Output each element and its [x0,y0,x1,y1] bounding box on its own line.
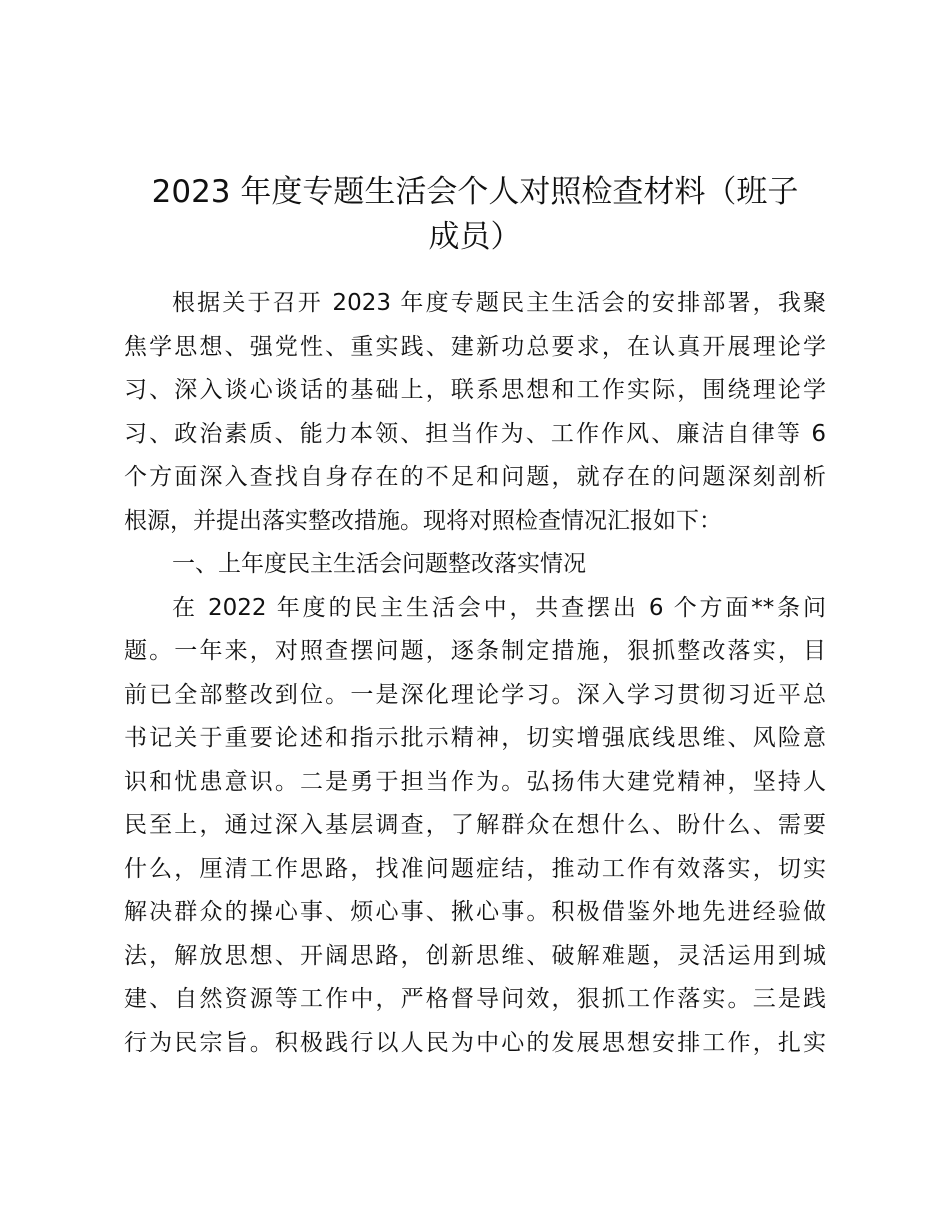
text-line: 根源，并提出落实整改措施。现将对照检查情况汇报如下： [124,507,722,534]
text-line: 前已全部整改到位。一是深化理论学习。深入学习贯彻习近平总 [124,681,826,708]
text-line: 解决群众的操心事、烦心事、揪心事。积极借鉴外地先进经验做 [124,899,826,925]
text-line: 法，解放思想、开阔思路，创新思维、破解难题，灵活运用到城 [124,942,826,969]
text-line: 民至上，通过深入基层调查，了解群众在想什么、盼什么、需要 [124,812,826,838]
text-line: 习、深入谈心谈话的基础上，联系思想和工作实际，围绕理论学 [124,377,826,403]
title-line-2: 成员） [428,219,522,255]
text-line: 根据关于召开 2023 年度专题民主生活会的安排部署，我聚 [172,290,826,316]
text-line: 一、上年度民主生活会问题整改落实情况 [172,551,586,577]
paragraph-rectification [124,587,826,1066]
text-line: 建、自然资源等工作中，严格督导问效，狠抓工作落实。三是践 [124,986,826,1012]
text-line: 题。一年来，对照查摆问题，逐条制定措施，狠抓整改落实，目 [124,638,826,664]
page-title [120,170,830,260]
text-line: 行为民宗旨。积极践行以人民为中心的发展思想安排工作，扎实 [124,1029,826,1056]
text-line: 习、政治素质、能力本领、担当作为、工作作风、廉洁自律等 6 [124,420,826,447]
title-line-1: 2023 年度专题生活会个人对照检查材料（班子 [151,174,799,210]
document-body [124,282,826,1065]
text-line: 在 2022 年度的民主生活会中，共查摆出 6 个方面**条问 [172,594,826,621]
section-heading [124,543,826,587]
text-line: 识和忧患意识。二是勇于担当作为。弘扬伟大建党精神，坚持人 [124,768,826,795]
paragraph-intro [124,282,826,543]
text-line: 书记关于重要论述和指示批示精神，切实增强底线思维、风险意 [124,725,826,751]
text-line: 焦学思想、强党性、重实践、建新功总要求，在认真开展理论学 [124,333,826,360]
text-line: 什么，厘清工作思路，找准问题症结，推动工作有效落实，切实 [124,855,826,882]
text-line: 个方面深入查找自身存在的不足和问题，就存在的问题深刻剖析 [124,464,826,490]
